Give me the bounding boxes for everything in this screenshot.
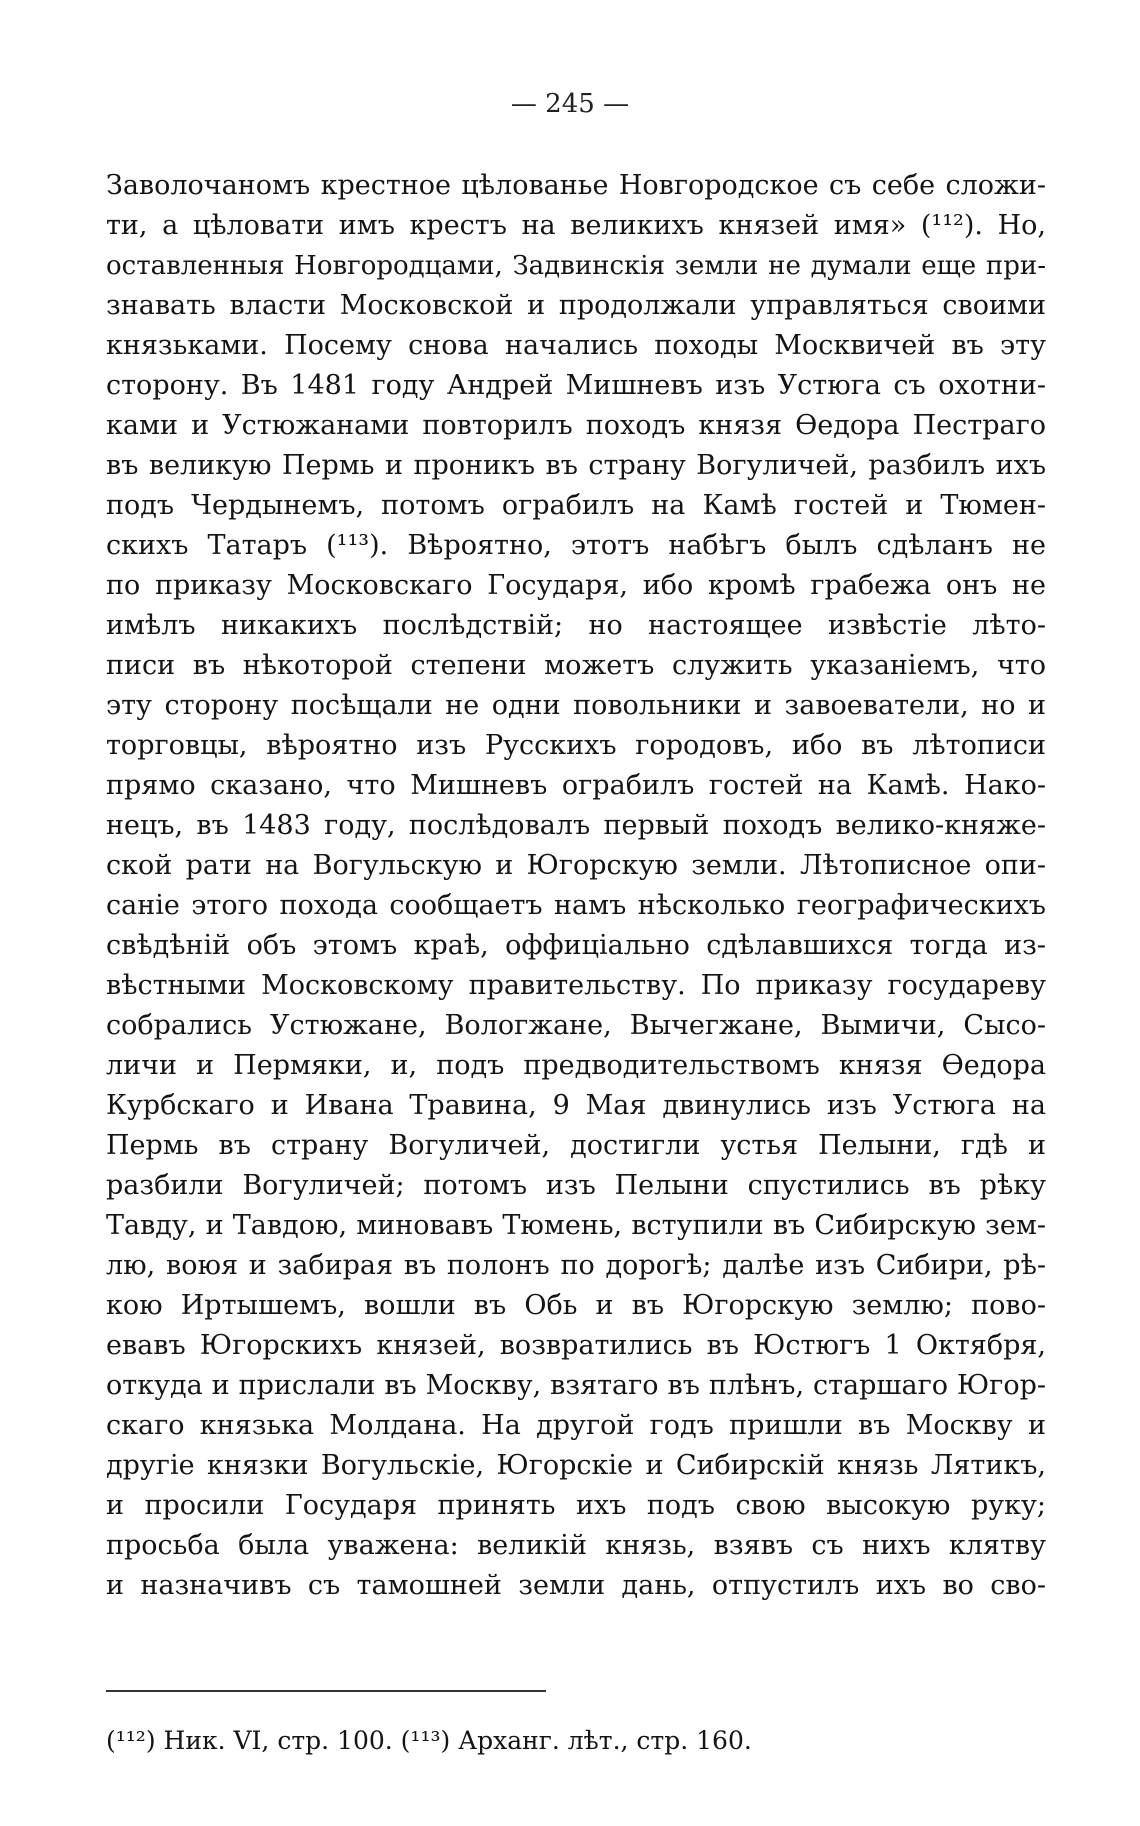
text-line: откуда и прислали въ Москву, взятаго въ плѣнъ, старшаго Югор- xyxy=(106,1370,1046,1401)
text-line: торговцы, вѣроятно изъ Русскихъ городовъ, ибо въ лѣтописи xyxy=(106,730,1046,761)
text-line: ской рати на Вогульскую и Югорскую земли. Лѣтописное опи- xyxy=(106,850,1046,881)
text-line: ками и Устюжанами повторилъ походъ князя Ѳедора Пестраго xyxy=(106,410,1046,441)
text-line: имѣлъ никакихъ послѣдствій; но настоящее извѣстіе лѣто- xyxy=(106,610,1046,641)
text-line: саніе этого похода сообщаетъ намъ нѣсколько географическихъ xyxy=(106,890,1046,921)
text-line: скихъ Татаръ (¹¹³). Вѣроятно, этотъ набѣгъ былъ сдѣланъ не xyxy=(106,530,1046,561)
text-line: прямо сказано, что Мишневъ ограбилъ гостей на Камѣ. Нако- xyxy=(106,770,1046,801)
footnote-divider xyxy=(106,1690,546,1692)
text-line: личи и Пермяки, и, подъ предводительствомъ князя Ѳедора xyxy=(106,1050,1046,1081)
text-line: Пермь въ страну Вогуличей, достигли устья Пелыни, гдѣ и xyxy=(106,1130,1046,1161)
text-line: свѣдѣній объ этомъ краѣ, оффиціально сдѣлавшихся тогда из- xyxy=(106,930,1046,961)
text-line: знавать власти Московской и продолжали управляться своими xyxy=(106,290,1046,321)
text-line: князьками. Посему снова начались походы Москвичей въ эту xyxy=(106,330,1046,361)
text-line: кою Иртышемъ, вошли въ Обь и въ Югорскую землю; пово- xyxy=(106,1290,1046,1321)
text-line: просьба была уважена: великій князь, взявъ съ нихъ клятву xyxy=(106,1530,1046,1561)
text-line: вѣстными Московскому правительству. По приказу государеву xyxy=(106,970,1046,1001)
text-line: оставленныя Новгородцами, Задвинскія земли не думали еще при- xyxy=(106,251,1046,281)
text-line: въ великую Пермь и проникъ въ страну Вогуличей, разбилъ ихъ xyxy=(106,450,1046,481)
text-line: Курбскаго и Ивана Травина, 9 Мая двинулись изъ Устюга на xyxy=(106,1090,1046,1121)
text-line: и просили Государя принять ихъ подъ свою высокую руку; xyxy=(106,1490,1046,1521)
text-line: ти, а цѣловати имъ крестъ на великихъ князей имя» (¹¹²). Но, xyxy=(106,210,1046,241)
text-line: другіе князки Вогульскіе, Югорскіе и Сибирскій князь Лятикъ, xyxy=(106,1450,1046,1481)
text-line: лю, воюя и забирая въ полонъ по дорогѣ; далѣе изъ Сибири, рѣ- xyxy=(106,1250,1046,1281)
text-line: эту сторону посѣщали не одни повольники и завоеватели, но и xyxy=(106,690,1046,721)
text-line: подъ Чердынемъ, потомъ ограбилъ на Камѣ гостей и Тюмен- xyxy=(106,490,1046,521)
text-line: по приказу Московскаго Государя, ибо кромѣ грабежа онъ не xyxy=(106,570,1046,601)
text-line: евавъ Югорскихъ князей, возвратились въ Юстюгъ 1 Октября, xyxy=(106,1330,1046,1361)
text-line: сторону. Въ 1481 году Андрей Мишневъ изъ Устюга съ охотни- xyxy=(106,370,1046,401)
text-line: Заволочаномъ крестное цѣлованье Новгородское съ себе сложи- xyxy=(106,170,1046,201)
footnote: (¹¹²) Ник. VI, стр. 100. (¹¹³) Арханг. лѣт., стр. 160. xyxy=(106,1726,752,1755)
text-line: и назначивъ съ тамошней земли дань, отпустилъ ихъ во сво- xyxy=(106,1570,1046,1601)
text-line: нецъ, въ 1483 году, послѣдовалъ первый походъ велико-княже- xyxy=(106,810,1046,841)
text-line: разбили Вогуличей; потомъ изъ Пелыни спустились въ рѣку xyxy=(106,1170,1046,1201)
body-text xyxy=(106,166,1046,1606)
text-line: собрались Устюжане, Вологжане, Вычегжане, Вымичи, Сысо- xyxy=(106,1010,1046,1041)
text-line: писи въ нѣкоторой степени можетъ служить указаніемъ, что xyxy=(106,650,1046,681)
page-number: — 245 — xyxy=(510,89,630,119)
text-line: Тавду, и Тавдою, миновавъ Тюмень, вступили въ Сибирскую зем- xyxy=(106,1210,1046,1241)
text-line: скаго князька Молдана. На другой годъ пришли въ Москву и xyxy=(106,1410,1046,1441)
